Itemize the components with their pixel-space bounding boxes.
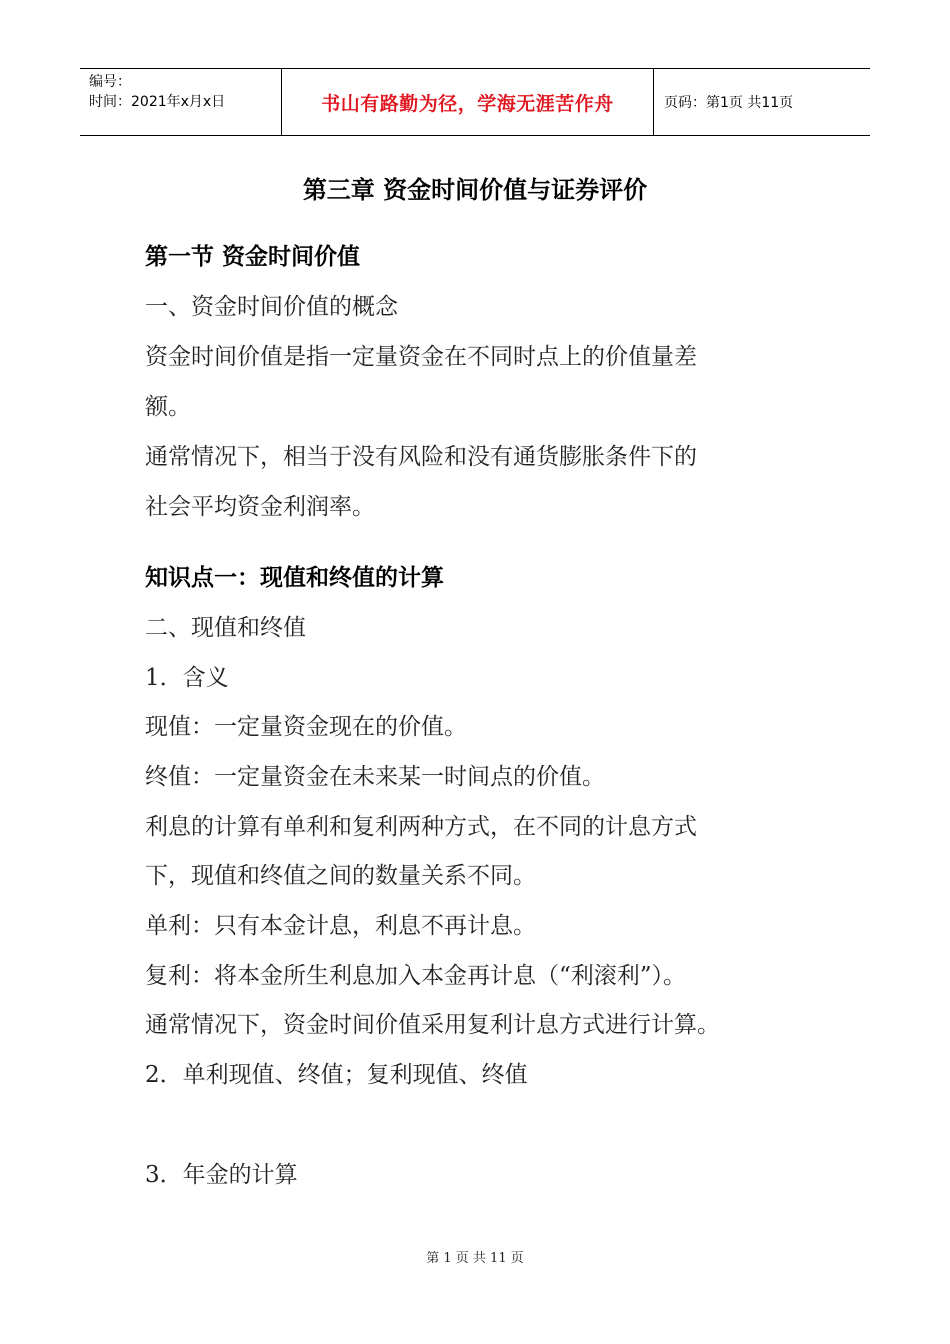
page-footer: 第 1 页 共 11 页 bbox=[426, 1251, 524, 1266]
motto-text: 书山有路勤为径，学海无涯苦作舟 bbox=[321, 92, 614, 115]
pv-fv-heading: 二、现值和终值 bbox=[145, 615, 306, 641]
present-value-definition: 现值：一定量资金现在的价值。 bbox=[145, 714, 467, 740]
interest-paragraph-line: 下，现值和终值之间的数量关系不同。 bbox=[145, 863, 536, 889]
page-info: 页码：第1页 共11页 bbox=[664, 95, 794, 111]
section-title: 第一节 资金时间价值 bbox=[145, 244, 361, 270]
future-value-definition: 终值：一定量资金在未来某一时间点的价值。 bbox=[145, 764, 605, 790]
concept-paragraph-line: 资金时间价值是指一定量资金在不同时点上的价值量差 bbox=[145, 344, 697, 370]
header-page-cell bbox=[654, 69, 870, 135]
concept-heading: 一、资金时间价值的概念 bbox=[145, 294, 398, 320]
item-3-heading: 3．年金的计算 bbox=[145, 1162, 298, 1188]
number-label: 编号： bbox=[89, 74, 131, 90]
header-motto-cell bbox=[282, 69, 654, 135]
header-meta-cell bbox=[80, 69, 282, 135]
knowledge-point-heading: 知识点一：现值和终值的计算 bbox=[145, 565, 444, 591]
item-2-heading: 2．单利现值、终值；复利现值、终值 bbox=[145, 1062, 528, 1088]
simple-interest-definition: 单利：只有本金计息，利息不再计息。 bbox=[145, 913, 536, 939]
usual-compound-line: 通常情况下，资金时间价值采用复利计息方式进行计算。 bbox=[145, 1012, 720, 1038]
compound-interest-definition: 复利：将本金所生利息加入本金再计息（“利滚利”）。 bbox=[145, 963, 687, 989]
date-line: 时间：2021年x月x日 bbox=[89, 94, 226, 110]
interest-paragraph-line: 利息的计算有单利和复利两种方式，在不同的计息方式 bbox=[145, 814, 697, 840]
usual-paragraph-line: 社会平均资金利润率。 bbox=[145, 494, 375, 520]
usual-paragraph-line: 通常情况下，相当于没有风险和没有通货膨胀条件下的 bbox=[145, 444, 697, 470]
meaning-heading: 1．含义 bbox=[145, 665, 229, 691]
chapter-title: 第三章 资金时间价值与证券评价 bbox=[302, 176, 648, 204]
document-header bbox=[80, 68, 870, 136]
concept-paragraph-line: 额。 bbox=[145, 394, 191, 420]
